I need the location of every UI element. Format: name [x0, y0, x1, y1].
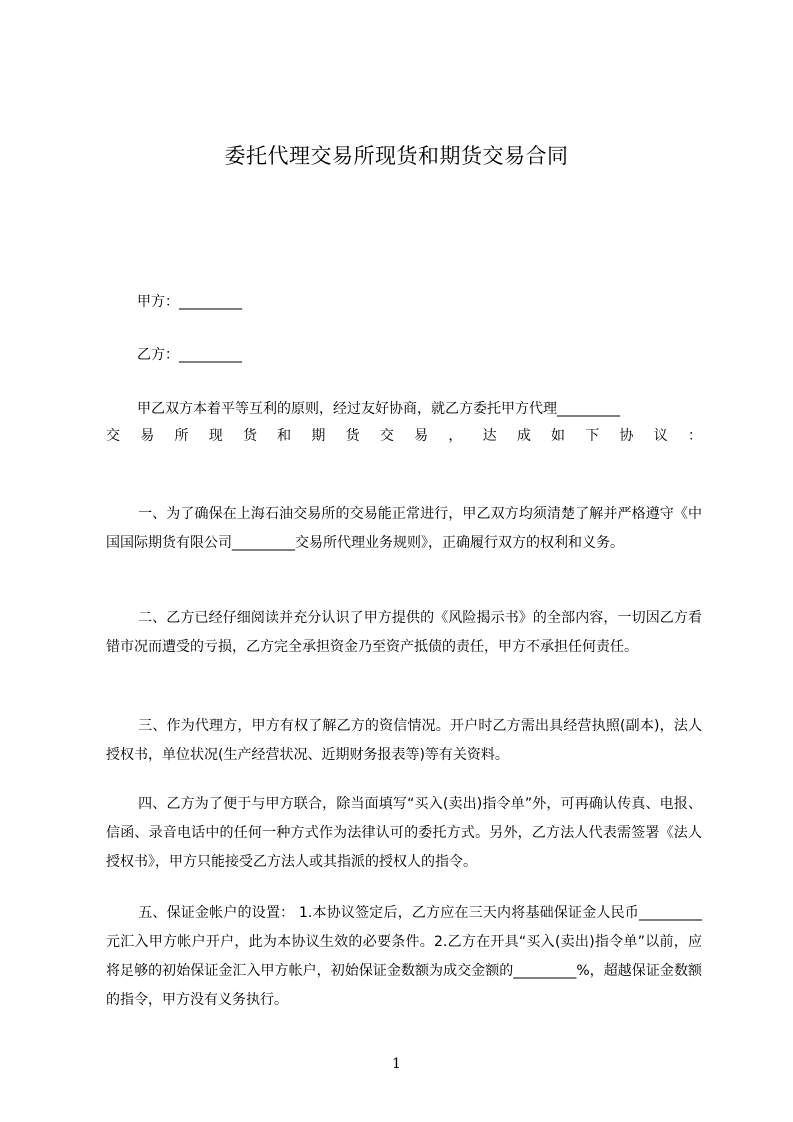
intro-line-2-char: ：: [687, 428, 702, 444]
clause-1: [106, 500, 702, 558]
intro-line-2-char: 货: [242, 428, 257, 444]
party-b-line: 乙方：_________: [137, 347, 242, 363]
intro-line-2-char: 和: [277, 428, 292, 444]
clause-5: [106, 899, 702, 1015]
page-number: 1: [392, 1056, 401, 1072]
intro-line-2-char: 交: [379, 428, 394, 444]
clause-3-text: 三、作为代理方，甲方有权了解乙方的资信情况。开户时乙方需出具经营执照(副本)，法人授权书，单位状况(生产经营状况、近期财务报表等)等有关资料。: [106, 718, 702, 763]
clause-2: [106, 604, 702, 662]
intro-line-2-char: 易: [140, 428, 155, 444]
intro-line-2-char: 成: [516, 428, 531, 444]
intro-line-2-char: 协: [619, 428, 634, 444]
clause-5-text: 五、保证金帐户的设置： 1.本协议签定后，乙方应在三天内将基础保证金人民币_________元汇入甲方帐户开户，此为本协议生效的必要条件。2.乙方在开具“买入(卖出)指令单”以前，应将足够的初始保证金汇入甲方帐户，初始保证金数额为成交金额的_________%，超越保证金数额的指令，甲方没有义务执行。: [106, 905, 702, 1008]
intro-line-2-char: 交: [106, 428, 120, 444]
clause-3: [106, 712, 702, 770]
intro-line-2-char: 易: [414, 428, 429, 444]
intro-line-2-char: 如: [551, 428, 566, 444]
intro-line-2-char: 议: [653, 428, 668, 444]
intro-line-2: [106, 426, 702, 446]
contract-title: 委托代理交易所现货和期货交易合同: [224, 144, 569, 168]
intro-line-2-char: 期: [311, 428, 326, 444]
clause-4: [106, 790, 702, 877]
intro-line-2-char: 货: [345, 428, 360, 444]
intro-line-2-char: ，: [448, 428, 463, 444]
clause-4-text: 四、乙方为了便于与甲方联合，除当面填写“买入(卖出)指令单”外，可再确认传真、电报、信函、录音电话中的任何一种方式作为法律认可的委托方式。另外，乙方法人代表需签署《法人授权书》，甲方只能接受乙方法人或其指派的授权人的指令。: [106, 796, 702, 870]
party-a-line: 甲方：_________: [137, 294, 242, 310]
clause-1-text: 一、为了确保在上海石油交易所的交易能正常进行，甲乙双方均须清楚了解并严格遵守《中国国际期货有限公司_________交易所代理业务规则》，正确履行双方的权利和义务。: [106, 506, 702, 551]
intro-line-2-char: 现: [208, 428, 223, 444]
clause-2-text: 二、乙方已经仔细阅读并充分认识了甲方提供的《风险揭示书》的全部内容，一切因乙方看错市况而遭受的亏损，乙方完全承担资金乃至资产抵债的责任，甲方不承担任何责任。: [106, 610, 702, 655]
intro-line-1: 甲乙双方本着平等互利的原则，经过友好协商，就乙方委托甲方代理_________: [137, 401, 620, 417]
intro-line-2-char: 所: [174, 428, 189, 444]
intro-line-2-char: 下: [585, 428, 600, 444]
intro-line-2-char: 达: [482, 428, 497, 444]
